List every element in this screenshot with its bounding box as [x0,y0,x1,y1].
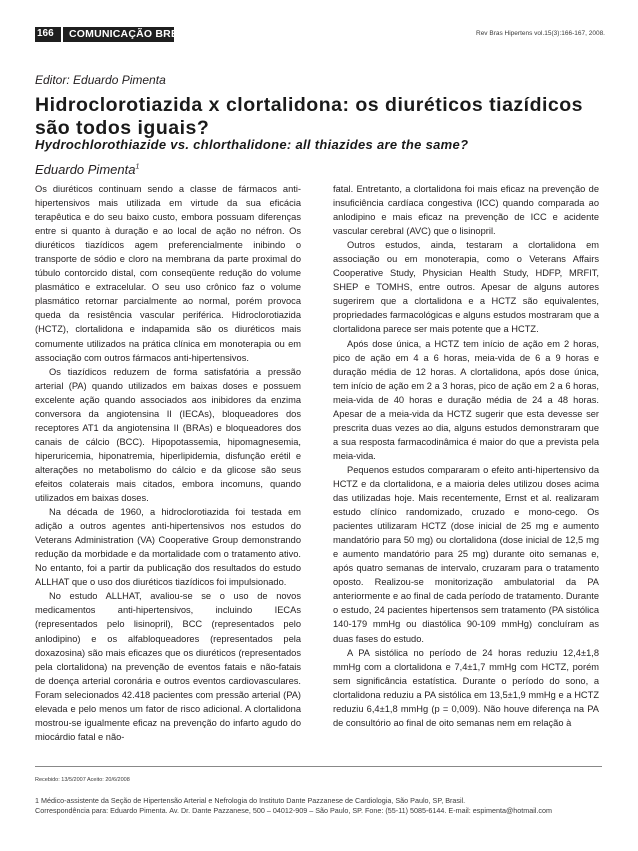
editor-line: Editor: Eduardo Pimenta [35,73,166,87]
author [35,162,139,177]
paragraph: Os tiazídicos reduzem de forma satisfatória a pressão arterial (PA) quando utilizados em baixas doses e possuem excelente ação quando associados aos inibidores da enzima conversora da angiotensina II (IECAs), bloqueadores dos receptores AT1 da angiotensina II (BRAs) e bloqueadores dos canais de cálcio (BCC). Hipopotassemia, hipomagnesemia, hiperuricemia, hiponatremia, hiperlipidemia, disfunção erétil e alterações no metabolismo do cálcio e da glicose são seus efeitos colaterais mais citados, embora incomuns, quando utilizados em baixas doses. [35,366,301,504]
received-accepted-dates: Recebido: 13/5/2007 Aceito: 20/6/2008 [35,777,130,783]
correspondence-footnote: Correspondência para: Eduardo Pimenta. Av. Dr. Dante Pazzanese, 500 – 04012-909 – São Paulo, SP. Fone: (55-11) 5085-6144. E-mail: espimenta@hotmail.com [35,806,552,815]
author-name: Eduardo Pimenta [35,162,136,177]
journal-reference: Rev Bras Hipertens vol.15(3):166-167, 2008. [476,30,605,37]
paragraph: fatal. Entretanto, a clortalidona foi mais eficaz na prevenção de insuficiência cardíaca congestiva (ICC) quando comparada ao anlodipino e mais eficaz na prevenção de ICC e acidente vascular cerebral (AVC) que o lisinopril. [333,184,599,237]
paragraph: Pequenos estudos compararam o efeito anti-hipertensivo da HCTZ e da clortalidona, e a maioria deles utilizou doses acima das utilizadas hoje. Mais recentemente, Ernst et al. realizaram estudo clínico randomizado, cruzado e mono-cego. Os pacientes utilizaram HCTZ (dose inicial de 25 mg e aumento mandatório para 50 mg) ou clortalidona (dose inicial de 12,5 mg e aumento mandatório para 25 mg) durante oito semanas e, após quatro semanas de intervalo, cruzaram para o tratamento oposto. Realizou-se monitorização ambulatorial da PA anteriormente e ao final de cada período de tratamento. Durante o estudo, 24 pacientes hipertensos sem tratamento (PA sistólica 140-179 mmHg ou diastólica 90-109 mmHg) concluíram as duas fases do estudo. [333,464,599,644]
page-number: 166 [37,28,54,39]
article-title-english: Hydrochlorothiazide vs. chlorthalidone: all thiazides are the same? [35,137,469,152]
paragraph: Após dose única, a HCTZ tem início de ação em 2 horas, pico de ação em 4 a 6 horas, meia-vida de 6 a 9 horas e duração média de 12 horas. A clortalidona, após dose única, tem início de ação em 2 a 3 horas, pico de ação em 2 a 6 horas, meia-vida de 40 horas e duração média de 24 a 48 horas. Apesar de a meia-vida da HCTZ sugerir que esta devesse ser prescrita duas vezes ao dia, alguns estudos demonstraram que a sua resposta farmacodinâmica é maior do que a prevista pela meia-vida. [333,338,599,461]
header-divider [61,27,63,42]
affiliation-footnote: 1 Médico-assistente da Seção de Hipertensão Arterial e Nefrologia do Instituto Dante Pazzanese de Cardiologia, São Paulo, SP, Brasil. [35,796,466,805]
section-label: COMUNICAÇÃO BREVE [69,28,193,40]
paragraph: Os diuréticos continuam sendo a classe de fármacos anti-hipertensivos mais utilizada em virtude da sua eficácia terapêutica e do seu baixo custo, embora possuam diferenças entre si quanto à duração e ao local de ação no néfron. Os diuréticos tiazídicos agem preferencialmente inibindo o transporte de sódio e cloro na membrana da parte proximal do túbulo contorcido distal, com conseqüente redução do volume plasmático e extracelular. O seu uso crônico faz o volume plasmático retornar parcialmente ao normal, porém provoca queda da resistência vascular periférica. Hidroclorotiazida (HCTZ), clortalidona e indapamida são os diuréticos mais comumente utilizados na prática clínica em monoterapia ou em associação com outros fármacos anti-hipertensivos. [35,184,301,363]
paragraph: Na década de 1960, a hidroclorotiazida foi testada em adição a outros agentes anti-hipertensivos nos estudos do Veterans Administration (VA) Cooperative Group demonstrando redução da morbidade e da mortalidade com o tratamento ativo. No entanto, foi a partir da publicação dos resultados do estudo ALLHAT que o uso dos diuréticos tiazídicos foi impulsionado. [35,507,301,588]
body-column-right [333,182,599,730]
body-column-left [35,182,301,744]
footnote-divider [35,766,602,767]
paragraph: Outros estudos, ainda, testaram a clortalidona em associação ou em monoterapia, como o Veterans Affairs Cooperative Study, Physician Health Study, HDFP, MRFIT, SHEP e TOMHS, entre outros. Apesar de alguns autores sugerirem que a clortalidona e a HCTZ são equivalentes, propriedades farmacológicas e alguns estudos mostraram que a clortalidona parece ser mais potente que a HCTZ. [333,240,599,335]
article-title: Hidroclorotiazida x clortalidona: os diuréticos tiazídicos são todos iguais? [35,94,584,139]
author-affiliation-mark: 1 [135,163,140,171]
paragraph: A PA sistólica no período de 24 horas reduziu 12,4±1,8 mmHg com a clortalidona e 7,4±1,7 mmHg com HCTZ, porém sem significância estatística. Durante o período do sono, a clortalidona reduziu a PA sistólica em 13,5±1,9 mmHg e a HCTZ reduziu 6,4±1,8 mmHg (p = 0,009). Não houve diferença na PA de consultório ao final de oito semanas nem em relação à [333,647,599,728]
paragraph: No estudo ALLHAT, avaliou-se se o uso de novos medicamentos anti-hipertensivos, incluindo IECAs (representados pelo lisinopril), BCC (representados pelo anlodipino) e os alfabloqueadores (representados pela doxazosina) são mais eficazes que os diuréticos (representados pela clortalidona) na prevenção de eventos fatais e não-fatais de doença arterial coronária e outros eventos cardiovasculares. Foram selecionados 42.418 pacientes com pressão arterial (PA) elevada e pelo menos um fator de risco adicional. A clortalidona mostrou-se igualmente eficaz na prevenção do infarto agudo do miocárdio fatal e não- [35,591,301,742]
